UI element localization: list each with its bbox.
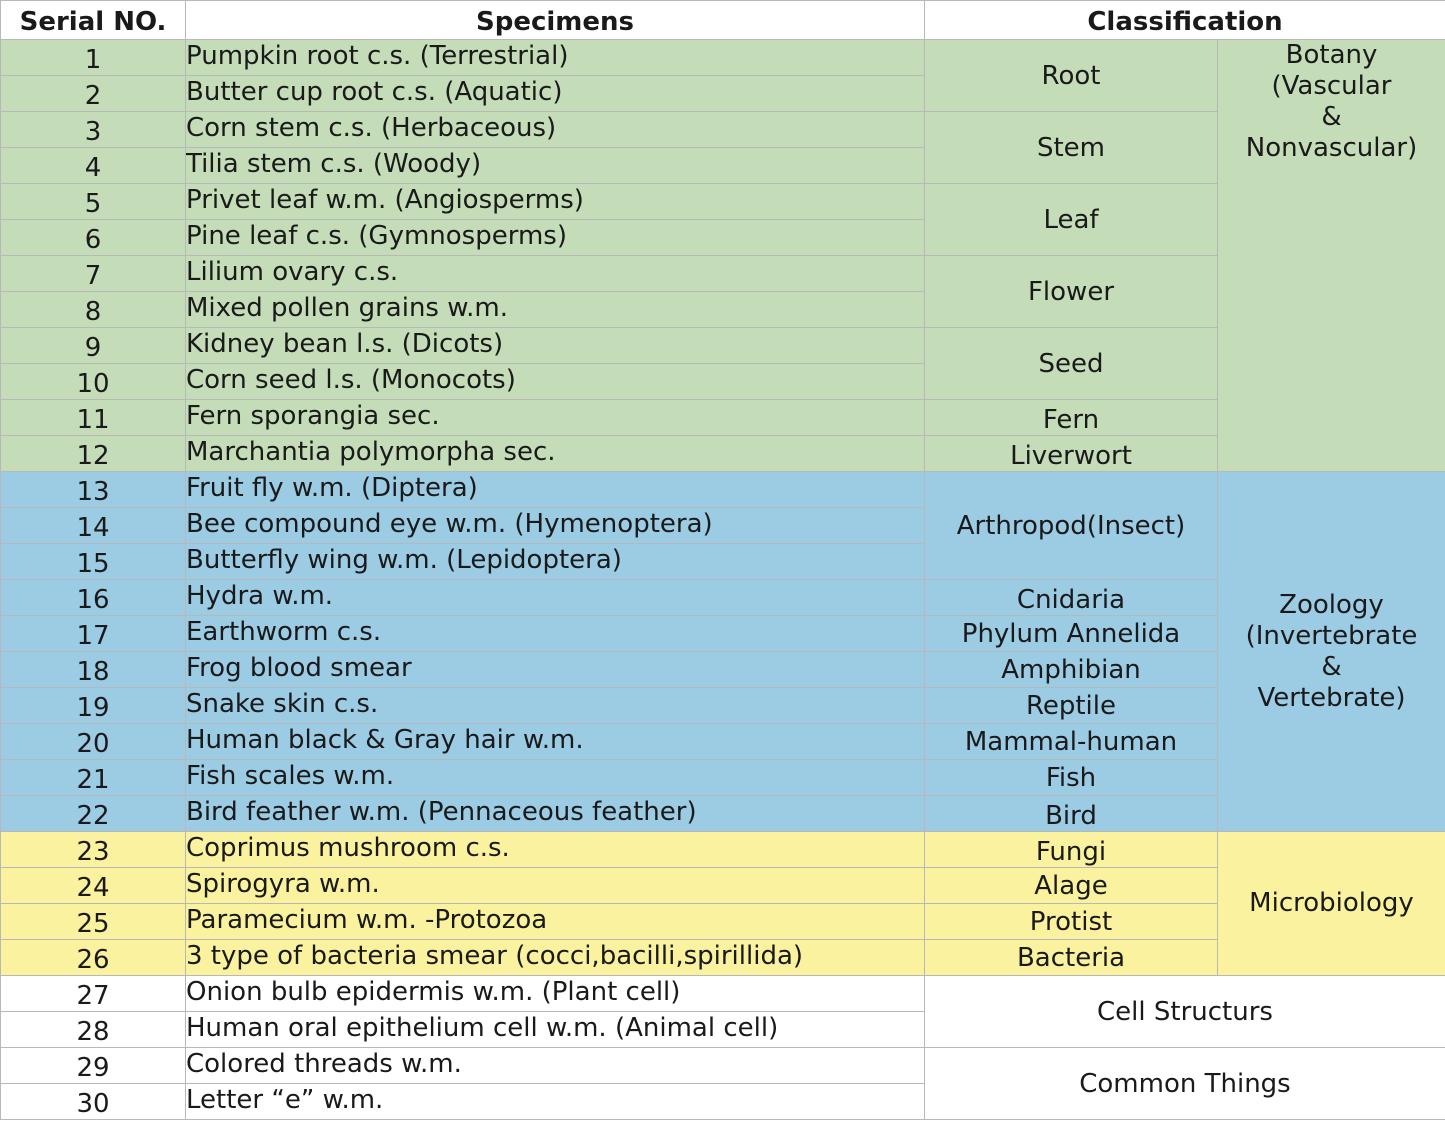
header-row [1, 1, 1445, 40]
serial-number: 27 [1, 976, 186, 1012]
specimen-name: Fern sporangia sec. [186, 400, 925, 436]
serial-number: 8 [1, 292, 186, 328]
subclass-stem: Stem [925, 112, 1218, 184]
header-classification: Classification [925, 1, 1445, 40]
class-cell-structures: Cell Structurs [925, 976, 1445, 1048]
specimen-name: Butterfly wing w.m. (Lepidoptera) [186, 544, 925, 580]
subclass-fish: Fish [925, 760, 1218, 796]
group-zoology [1218, 472, 1445, 832]
table-row [1, 472, 1445, 508]
subclass-root: Root [925, 40, 1218, 112]
serial-number: 3 [1, 112, 186, 148]
serial-number: 24 [1, 868, 186, 904]
group-botany-line: (Vascular [1271, 71, 1392, 101]
specimen-name: Hydra w.m. [186, 580, 925, 616]
serial-number: 11 [1, 400, 186, 436]
subclass-cnidaria: Cnidaria [925, 580, 1218, 616]
subclass-leaf: Leaf [925, 184, 1218, 256]
group-botany-line: & [1321, 102, 1342, 132]
serial-number: 19 [1, 688, 186, 724]
serial-number: 20 [1, 724, 186, 760]
serial-number: 9 [1, 328, 186, 364]
specimen-name: Human oral epithelium cell w.m. (Animal cell) [186, 1012, 925, 1048]
serial-number: 12 [1, 436, 186, 472]
serial-number: 1 [1, 40, 186, 76]
subclass-fern: Fern [925, 400, 1218, 436]
serial-number: 25 [1, 904, 186, 940]
serial-number: 5 [1, 184, 186, 220]
group-botany-line: Nonvascular) [1245, 133, 1418, 163]
specimen-name: Privet leaf w.m. (Angiosperms) [186, 184, 925, 220]
serial-number: 23 [1, 832, 186, 868]
specimen-name: Marchantia polymorpha sec. [186, 436, 925, 472]
specimen-name: Fruit fly w.m. (Diptera) [186, 472, 925, 508]
group-microbiology: Microbiology [1218, 832, 1445, 976]
subclass-protist: Protist [925, 904, 1218, 940]
group-zoology-line: Vertebrate) [1257, 682, 1406, 713]
specimen-name: Frog blood smear [186, 652, 925, 688]
subclass-fungi: Fungi [925, 832, 1218, 868]
subclass-seed: Seed [925, 328, 1218, 400]
subclass-bird: Bird [925, 796, 1218, 832]
serial-number: 16 [1, 580, 186, 616]
specimen-name: Bee compound eye w.m. (Hymenoptera) [186, 508, 925, 544]
group-zoology-line: (Invertebrate [1245, 620, 1418, 651]
subclass-arthropod: Arthropod(Insect) [925, 472, 1218, 580]
subclass-flower: Flower [925, 256, 1218, 328]
serial-number: 18 [1, 652, 186, 688]
specimen-name: Bird feather w.m. (Pennaceous feather) [186, 796, 925, 832]
specimen-name: Tilia stem c.s. (Woody) [186, 148, 925, 184]
serial-number: 7 [1, 256, 186, 292]
serial-number: 22 [1, 796, 186, 832]
specimen-name: Letter “e” w.m. [186, 1084, 925, 1120]
subclass-reptile: Reptile [925, 688, 1218, 724]
table-row [1, 40, 1445, 76]
serial-number: 28 [1, 1012, 186, 1048]
specimen-name: Lilium ovary c.s. [186, 256, 925, 292]
serial-number: 2 [1, 76, 186, 112]
subclass-amphibian: Amphibian [925, 652, 1218, 688]
subclass-bacteria: Bacteria [925, 940, 1218, 976]
group-zoology-line: Zoology [1279, 589, 1384, 620]
specimen-name: Pumpkin root c.s. (Terrestrial) [186, 40, 925, 76]
specimen-name: Spirogyra w.m. [186, 868, 925, 904]
specimen-name: Earthworm c.s. [186, 616, 925, 652]
subclass-alage: Alage [925, 868, 1218, 904]
serial-number: 30 [1, 1084, 186, 1120]
specimen-name: Paramecium w.m. -Protozoa [186, 904, 925, 940]
table-row [1, 832, 1445, 868]
serial-number: 29 [1, 1048, 186, 1084]
specimen-name: Coprimus mushroom c.s. [186, 832, 925, 868]
group-botany-line: Botany [1285, 40, 1378, 70]
serial-number: 17 [1, 616, 186, 652]
specimen-name: Human black & Gray hair w.m. [186, 724, 925, 760]
specimen-name: Corn stem c.s. (Herbaceous) [186, 112, 925, 148]
serial-number: 6 [1, 220, 186, 256]
specimen-name: 3 type of bacteria smear (cocci,bacilli,spirillida) [186, 940, 925, 976]
specimen-name: Snake skin c.s. [186, 688, 925, 724]
table-row [1, 976, 1445, 1012]
group-zoology-line: & [1321, 651, 1342, 682]
serial-number: 4 [1, 148, 186, 184]
serial-number: 15 [1, 544, 186, 580]
subclass-liverwort: Liverwort [925, 436, 1218, 472]
serial-number: 13 [1, 472, 186, 508]
serial-number: 21 [1, 760, 186, 796]
specimen-name: Pine leaf c.s. (Gymnosperms) [186, 220, 925, 256]
serial-number: 10 [1, 364, 186, 400]
specimen-name: Mixed pollen grains w.m. [186, 292, 925, 328]
header-serial-no: Serial NO. [1, 1, 186, 40]
subclass-mammal: Mammal-human [925, 724, 1218, 760]
subclass-annelida: Phylum Annelida [925, 616, 1218, 652]
serial-number: 14 [1, 508, 186, 544]
header-specimens: Specimens [186, 1, 925, 40]
specimen-name: Kidney bean l.s. (Dicots) [186, 328, 925, 364]
table-row [1, 1048, 1445, 1084]
specimen-name: Corn seed l.s. (Monocots) [186, 364, 925, 400]
specimen-name: Onion bulb epidermis w.m. (Plant cell) [186, 976, 925, 1012]
class-common-things: Common Things [925, 1048, 1445, 1120]
serial-number: 26 [1, 940, 186, 976]
specimen-name: Butter cup root c.s. (Aquatic) [186, 76, 925, 112]
specimen-name: Colored threads w.m. [186, 1048, 925, 1084]
group-botany [1218, 40, 1445, 472]
specimen-name: Fish scales w.m. [186, 760, 925, 796]
